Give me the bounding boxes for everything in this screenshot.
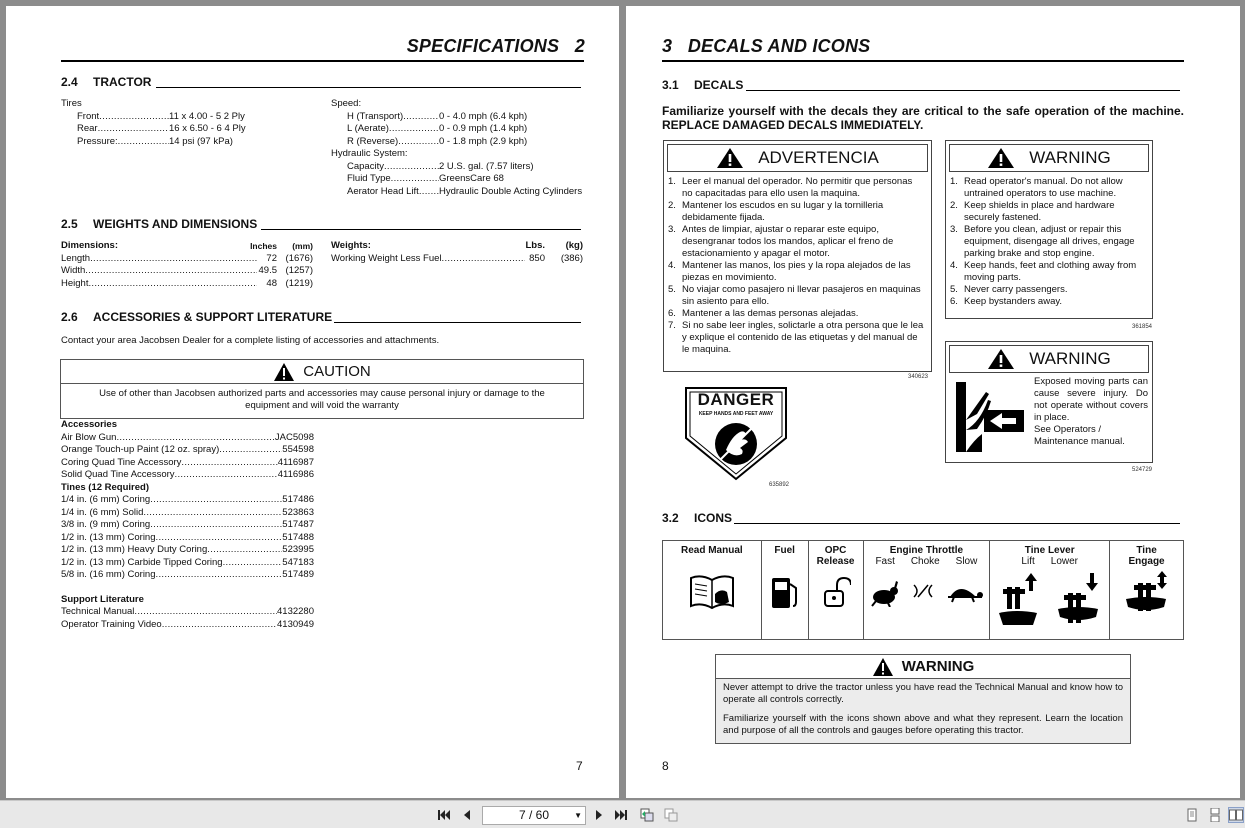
warning-triangle-icon: [716, 147, 744, 169]
leader-dots: [134, 606, 277, 619]
spec-value: 4116986: [277, 469, 314, 480]
spec-value: 48: [266, 277, 277, 289]
speed-hydraulic-spec: Speed: H (Transport) ..... 0 - 4.0 mph (6.4 kph) L (Aerate) ..... 0 - 0.9 mph (1.4 kph) R (Reverse) ..... 0 - 1.8 mph (2.9 kph) Hydraulic System: Capacity ..... 2 U.S. gal. (7.57 liters) Fluid Type ..... GreensCare 68 Aerator Head Lift ..... Hydraulic Double Acting Cylinders: [331, 98, 586, 198]
spec-row: [61, 494, 314, 507]
leader-dots: [143, 507, 282, 520]
tine-lower-icon: [1054, 569, 1102, 629]
decal-advertencia: ADVERTENCIA 1. Leer el manual del operador. No permitir que personas no capacitadas para ello usen la maquina. 2. Mantener los escudos en su lugar y la tornilleria debidamente fijada. 3. Antes de limpiar, ajustar o reparar este equipo, desengranar todos los mandos, aplicar el freno de estacionamiento y apagar el motor. 4. Mantener las manos, los pies y la ropa alejados de las piezas en movimiento. 5. No viajar como pasajero ni llevar pasajeros en maquinas sin asiento para ello. 6. Mantener a las demas personas alejadas. 7. Si no sabe leer ingles, solictarle a otra persona que le lea y explique el contenido de las etiquetas y del manual de le maquina.: [663, 140, 932, 372]
spec-row: [61, 444, 314, 457]
decal-list-item: 4. Mantener las manos, los pies y la ropa alejados de las piezas en movimiento.: [668, 260, 911, 283]
spec-label: Fluid Type .....: [347, 173, 439, 186]
spec-label: Length: [61, 252, 91, 264]
first-page-icon[interactable]: [437, 808, 451, 822]
decal-list-item: 3. Before you clean, adjust or repair this equipment, disengage all drives, engage parking brake and stop engine.: [950, 224, 1135, 259]
spec-label: Air Blow Gun: [61, 431, 117, 443]
spec-row: [347, 173, 586, 186]
accessories-intro: Contact your area Jacobsen Dealer for a complete listing of accessories and attachments.: [61, 335, 440, 346]
spec-label: Height: [61, 277, 89, 289]
spec-value: GreensCare 68: [439, 173, 504, 184]
warning-title: WARNING: [901, 658, 975, 675]
decals-intro: Familiarize yourself with the decals they are critical to the safe operation of the machine. REPLACE DAMAGED DECALS IMMEDIATELY.: [662, 104, 1184, 132]
decal-list-item: 1. Leer el manual del operador. No permitir que personas no capacitadas para ello usen la maquina.: [668, 176, 913, 199]
spec-row: [61, 544, 314, 557]
leader-dots: [156, 569, 283, 582]
spec-value: 523863: [282, 506, 314, 518]
spec-label: 1/4 in. (6 mm) Coring: [61, 494, 151, 505]
spec-value: 554598: [282, 444, 314, 455]
spec-row: [61, 557, 314, 570]
spec-row: [61, 507, 314, 520]
leader-dots: [403, 111, 439, 124]
spec-row: [61, 265, 313, 278]
leader-dots: [150, 519, 282, 532]
leader-dots: [90, 253, 257, 266]
spec-row: [61, 469, 314, 482]
page-selector[interactable]: 7 / 60 ▼: [482, 806, 586, 825]
decal-warning-1: WARNING 1. Read operator's manual. Do not allow untrained operators to use machine. 2. Keep shields in place and hardware securely fastened. 3. Before you clean, adjust or repair this equipment, disengage all drives, engage parking brake and stop engine. 4. Keep hands, feet and clothing away from moving parts. 5. Never carry passengers. 6. Keep bystanders away.: [945, 140, 1153, 319]
icon-tine-lever: Tine Lever Lift Lower: [990, 541, 1110, 640]
spec-label: R (Reverse) .....: [347, 136, 439, 149]
spec-value: 850: [529, 252, 545, 264]
warning-triangle-icon: [872, 657, 894, 677]
spec-value: 11 x 4.00 - 5 2 Ply: [169, 110, 245, 122]
spec-row: [77, 123, 261, 136]
spec-row: [347, 123, 586, 136]
spec-row: [347, 136, 586, 149]
spec-row: [347, 161, 586, 174]
spec-label: Orange Touch-up Paint (12 oz. spray): [61, 444, 220, 455]
leader-dots: [156, 532, 283, 545]
spec-label: Width: [61, 265, 86, 276]
spec-label: Technical Manual: [61, 606, 135, 617]
icons-table: [662, 540, 1184, 640]
spec-row: [61, 432, 314, 445]
leader-dots: [384, 161, 439, 174]
decal-list-item: 3. Antes de limpiar, ajustar o reparar este equipo, desengranar todos los mandos, aplicar el freno de estacionamiento y apagar el motor.: [668, 224, 894, 259]
decal-code: 524729: [1132, 467, 1153, 473]
last-page-icon[interactable]: [614, 808, 628, 822]
spec-value: 0 - 1.8 mph (2.9 kph): [439, 135, 528, 147]
warning-text-1: Never attempt to drive the tractor unless you have read the Technical Manual and know how to operate all controls correctly.: [723, 682, 1123, 705]
decal-list-item: 5. No viajar como pasajero ni llevar pasajeros en maquinas sin asiento para ello.: [668, 284, 921, 307]
dimensions-table: Dimensions: Inches (mm) Length ..... 72 (1676) Width ..... 49.5 (1257) Height ..... 48 (1219): [61, 240, 313, 290]
spec-value: (1257): [285, 265, 313, 276]
warning-triangle-icon: [987, 348, 1015, 370]
icon-tine-engage: Tine Engage: [1110, 541, 1184, 640]
spec-value: 523995: [282, 544, 314, 555]
spec-row: [347, 186, 586, 199]
spec-value: 14 psi (97 kPa): [169, 135, 233, 147]
spec-row: [61, 532, 314, 545]
spec-row: [61, 253, 313, 266]
leader-dots: [118, 136, 169, 149]
decal-list-item: 6. Mantener a las demas personas alejadas.: [668, 308, 859, 319]
caution-text: Use of other than Jacobsen authorized parts and accessories may cause personal injury or damage to the equipment and will void the warranty: [99, 388, 545, 411]
warning-box-icons: [715, 654, 1131, 744]
spec-label: Aerator Head Lift .....: [347, 186, 439, 199]
spec-row: [61, 606, 314, 619]
decal-list-item: 7. Si no sabe leer ingles, solictarle a otra persona que le lea y explique el contenido de las etiquetas y del manual de le maquina.: [668, 320, 924, 355]
spec-label: H (Transport) .....: [347, 111, 439, 124]
spec-row: [61, 519, 314, 532]
turtle-icon: [944, 581, 984, 605]
spec-value: Hydraulic Double Acting Cylinders: [439, 185, 583, 197]
single-page-view-icon[interactable]: [1185, 808, 1199, 822]
chapter-title: 3 DECALS AND ICONS: [662, 36, 871, 56]
spec-label: 5/8 in. (16 mm) Coring: [61, 569, 156, 580]
book-icon: [687, 572, 737, 612]
spec-row: [61, 569, 314, 582]
icon-engine-throttle: Engine Throttle Fast Choke Slow: [863, 541, 990, 640]
unlock-icon: [821, 575, 851, 609]
page-number: 7: [576, 759, 583, 773]
chapter-rule: [662, 60, 1184, 62]
spec-value: 2 U.S. gal. (7.57 liters): [439, 160, 534, 172]
previous-page-icon[interactable]: [460, 808, 474, 822]
spec-label: 3/8 in. (9 mm) Coring: [61, 519, 151, 530]
spec-value: 4132280: [277, 606, 314, 617]
decal-list-item: 2. Mantener los escudos en su lugar y la tornilleria debidamente fijada.: [668, 200, 884, 223]
spec-row: [347, 111, 586, 124]
tine-lift-icon: [997, 569, 1041, 629]
spec-value: (1219): [285, 277, 313, 289]
icon-fuel: Fuel: [761, 541, 808, 640]
leader-dots: [85, 265, 257, 278]
next-page-icon[interactable]: [592, 808, 606, 822]
tine-engage-icon: [1124, 569, 1170, 617]
spec-row: [61, 457, 314, 470]
page-7: [6, 6, 619, 798]
decal-list-item: 2. Keep shields in place and hardware securely fastened.: [950, 200, 1115, 223]
spec-value: 49.5: [258, 265, 277, 276]
decal-code: 361854: [1132, 324, 1153, 330]
warning-text-2: Familiarize yourself with the icons shown above and what they represent. Learn the location and purpose of all the controls and gauges before operating this tractor.: [723, 713, 1123, 736]
spec-label: 1/2 in. (13 mm) Carbide Tipped Coring: [61, 556, 223, 568]
spec-value: JAC5098: [274, 431, 314, 443]
spec-label: Coring Quad Tine Accessory: [61, 456, 182, 468]
viewer-toolbar: [0, 800, 1245, 828]
section-heading-accessories: 2.6 ACCESSORIES & SUPPORT LITERATURE: [61, 310, 333, 324]
spec-label: Capacity .....: [347, 161, 439, 174]
decal-warning-2: WARNING Exposed moving parts can cause severe injury. Do not operate without covers in place. See Operators / Maintenance manual.: [945, 341, 1153, 463]
fuel-pump-icon: [768, 574, 802, 610]
spec-value: 4116987: [277, 456, 314, 468]
section-heading-tractor: 2.4 TRACTOR: [61, 75, 152, 89]
decal-list-item: 5. Never carry passengers.: [950, 284, 1068, 295]
section-heading-icons: 3.2 ICONS: [662, 511, 733, 525]
leader-dots: [150, 494, 282, 507]
spec-value: 547183: [282, 556, 314, 568]
decal-code: 340623: [908, 374, 929, 380]
leader-dots: [442, 253, 525, 266]
leader-dots: [181, 457, 277, 470]
rabbit-icon: [868, 581, 902, 607]
chapter-title: SPECIFICATIONS 2: [406, 36, 585, 56]
caution-title: CAUTION: [303, 363, 371, 380]
parts-list: Accessories Air Blow Gun ..... JAC5098 Orange Touch-up Paint (12 oz. spray) ..... 554598 Coring Quad Tine Accessory ..... 4116987 Solid Quad Tine Accessory ..... 4116986 Tines (12 Required) 1/4 in. (6 mm) Coring ..... 517486 1/4 in. (6 mm) Solid ..... 523863 3/8 in. (9 mm) Coring ..... 517487 1/2 in. (13 mm) Coring ..... 517488 1/2 in. (13 mm) Heavy Duty Coring ..... 523995 1/2 in. (13 mm) Carbide Tipped Coring ..... 547183 5/8 in. (16 mm) Coring ..... 517489 Support Literature Technical Manual ..... 4132280 Operator Training Video ..... 4130949: [61, 419, 314, 631]
spec-label: Rear .....: [77, 123, 169, 136]
section-heading-weights: 2.5 WEIGHTS AND DIMENSIONS: [61, 217, 258, 231]
spec-label: Front .....: [77, 111, 169, 124]
spec-value: 517489: [282, 569, 314, 580]
leader-dots: [98, 123, 169, 136]
spec-row: [77, 111, 261, 124]
spec-value: 517486: [282, 494, 314, 505]
spec-value: 517488: [282, 531, 314, 543]
spec-value: 72: [266, 252, 277, 264]
chevron-down-icon: ▼: [574, 811, 582, 820]
page-8: [626, 6, 1240, 798]
decal-list-item: 1. Read operator's manual. Do not allow untrained operators to use machine.: [950, 176, 1123, 199]
leader-dots: [391, 173, 439, 186]
spec-row: [61, 619, 314, 632]
warning-triangle-icon: [987, 147, 1015, 169]
spec-row: [331, 253, 583, 266]
leader-dots: [162, 619, 277, 632]
spec-value: (1676): [285, 252, 313, 264]
spec-row: [61, 278, 313, 291]
spec-label: 1/4 in. (6 mm) Solid: [61, 506, 144, 518]
leader-dots: [419, 186, 439, 199]
spec-label: Operator Training Video: [61, 618, 162, 630]
decal-list-item: 4. Keep hands, feet and clothing away from moving parts.: [950, 260, 1137, 283]
icon-read-manual: Read Manual: [663, 541, 762, 640]
moving-parts-hand-icon: [954, 380, 1030, 456]
caution-box: [60, 359, 584, 419]
decal-danger: DANGER KEEP HANDS AND FEET AWAY: [682, 384, 790, 482]
decal-list-item: 6. Keep bystanders away.: [950, 296, 1063, 307]
spec-label: Solid Quad Tine Accessory: [61, 469, 175, 480]
decal-code: 635892: [769, 482, 790, 488]
spec-value: 0 - 0.9 mph (1.4 kph): [439, 123, 528, 134]
warning-triangle-icon: [273, 362, 295, 382]
leader-dots: [207, 544, 282, 557]
spec-value: (386): [560, 252, 583, 264]
go-forward-icon[interactable]: [664, 808, 678, 822]
page-number: 8: [662, 759, 669, 773]
spec-value: 517487: [282, 519, 314, 530]
spec-label: Pressure: .....: [77, 136, 169, 149]
leader-dots: [223, 557, 283, 570]
spec-value: 0 - 4.0 mph (6.4 kph): [439, 110, 528, 122]
tires-spec: Tires Front ..... 11 x 4.00 - 5 2 Ply Rear ..... 16 x 6.50 - 6 4 Ply Pressure: ..... 14 psi (97 kPa): [61, 98, 261, 148]
spec-label: 1/2 in. (13 mm) Heavy Duty Coring: [61, 544, 208, 555]
leader-dots: [389, 123, 439, 136]
leader-dots: [398, 136, 439, 149]
chapter-rule: [61, 60, 584, 62]
spec-label: 1/2 in. (13 mm) Coring: [61, 531, 156, 543]
go-back-icon[interactable]: [640, 808, 654, 822]
spec-label: Working Weight Less Fuel: [331, 252, 442, 264]
spec-value: 4130949: [277, 618, 314, 630]
leader-dots: [88, 278, 257, 291]
continuous-view-icon[interactable]: [1208, 808, 1222, 822]
leader-dots: [116, 432, 274, 445]
icon-opc-release: OPC Release: [808, 541, 863, 640]
spec-label: L (Aerate) .....: [347, 123, 439, 136]
section-heading-decals: 3.1 DECALS: [662, 78, 744, 92]
spec-row: [77, 136, 261, 149]
leader-dots: [99, 111, 169, 124]
weights-table: Weights: Lbs. (kg) Working Weight Less Fuel ..... 850 (386): [331, 240, 583, 265]
two-page-view-icon[interactable]: [1229, 808, 1243, 822]
spec-value: 16 x 6.50 - 6 4 Ply: [169, 123, 246, 134]
leader-dots: [175, 469, 278, 482]
leader-dots: [219, 444, 282, 457]
choke-icon: [912, 581, 934, 601]
